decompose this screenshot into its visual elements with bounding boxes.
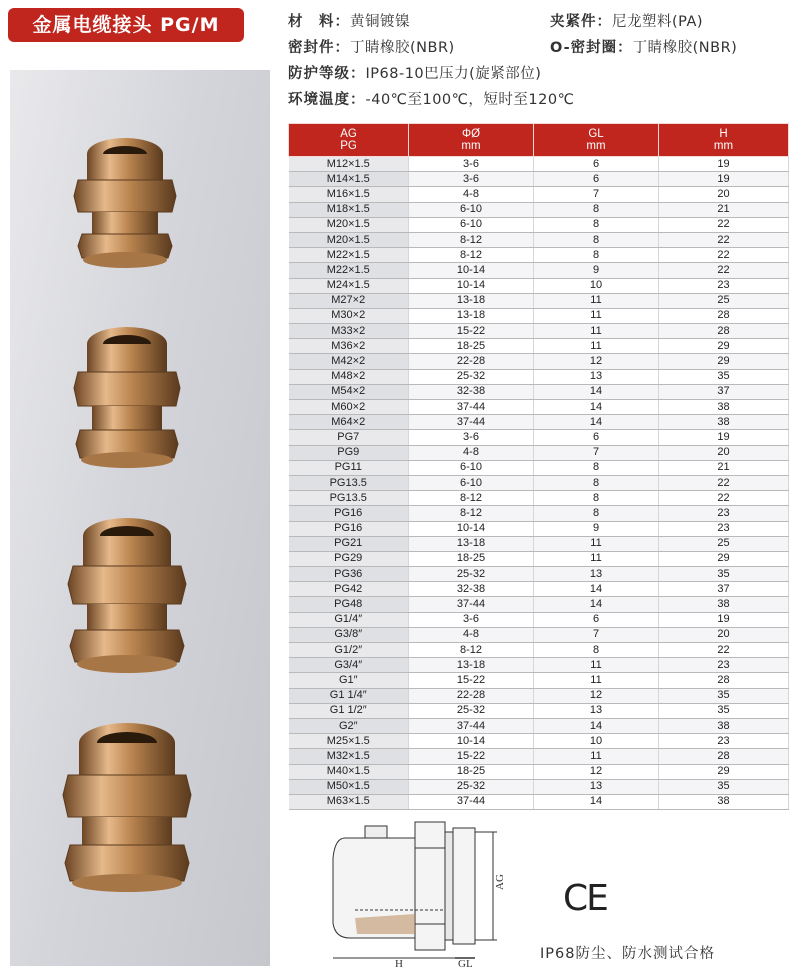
header-h-label: H	[719, 128, 728, 140]
spec-protection	[288, 62, 541, 83]
spec-oring-value: 丁睛橡胶(NBR)	[632, 40, 738, 56]
table-row	[289, 627, 789, 642]
header-cable-range	[409, 124, 534, 157]
cell-cable-range: 32-38	[409, 582, 534, 597]
cell-gl: 11	[534, 324, 659, 339]
cell-h: 28	[659, 324, 789, 339]
cell-cable-range: 13-18	[409, 536, 534, 551]
cell-h: 19	[659, 172, 789, 187]
cell-h: 25	[659, 293, 789, 308]
cell-cable-range: 3-6	[409, 172, 534, 187]
cell-cable-range: 10-14	[409, 521, 534, 536]
cell-h: 22	[659, 643, 789, 658]
table-row	[289, 415, 789, 430]
cell-gl: 12	[534, 354, 659, 369]
cell-h: 22	[659, 475, 789, 490]
cell-cable-range: 6-10	[409, 475, 534, 490]
cell-thread-size: M54×2	[289, 384, 409, 399]
cell-gl: 7	[534, 445, 659, 460]
spec-seal	[288, 36, 455, 57]
cable-gland-image-4	[60, 715, 195, 895]
cell-cable-range: 3-6	[409, 612, 534, 627]
table-row	[289, 308, 789, 323]
table-row	[289, 779, 789, 794]
cell-gl: 13	[534, 703, 659, 718]
certification-text: IP68防尘、防水测试合格	[540, 946, 715, 962]
header-ag-pg	[289, 124, 409, 157]
cell-h: 35	[659, 703, 789, 718]
cell-cable-range: 32-38	[409, 384, 534, 399]
cell-h: 29	[659, 764, 789, 779]
cell-cable-range: 10-14	[409, 278, 534, 293]
cell-thread-size: M22×1.5	[289, 263, 409, 278]
cell-h: 28	[659, 673, 789, 688]
cable-gland-image-3	[65, 510, 190, 675]
cell-thread-size: M12×1.5	[289, 157, 409, 172]
table-row	[289, 430, 789, 445]
cell-cable-range: 37-44	[409, 718, 534, 733]
cell-thread-size: M24×1.5	[289, 278, 409, 293]
cell-cable-range: 37-44	[409, 597, 534, 612]
cell-thread-size: M22×1.5	[289, 248, 409, 263]
cell-thread-size: M33×2	[289, 324, 409, 339]
cell-cable-range: 6-10	[409, 202, 534, 217]
cell-thread-size: M40×1.5	[289, 764, 409, 779]
cell-h: 38	[659, 400, 789, 415]
cell-thread-size: PG11	[289, 460, 409, 475]
table-row	[289, 764, 789, 779]
cell-thread-size: M18×1.5	[289, 202, 409, 217]
cell-h: 35	[659, 688, 789, 703]
cell-h: 35	[659, 567, 789, 582]
table-header-row	[289, 124, 789, 157]
cell-cable-range: 4-8	[409, 445, 534, 460]
cell-h: 22	[659, 263, 789, 278]
cell-gl: 11	[534, 308, 659, 323]
table-row	[289, 400, 789, 415]
table-row	[289, 506, 789, 521]
cell-h: 21	[659, 202, 789, 217]
table-row	[289, 293, 789, 308]
table-row	[289, 202, 789, 217]
cell-gl: 6	[534, 612, 659, 627]
product-photo-panel	[10, 70, 270, 966]
cell-thread-size: PG29	[289, 551, 409, 566]
cell-cable-range: 22-28	[409, 354, 534, 369]
header-diameter-unit: mm	[461, 140, 481, 152]
cell-thread-size: G2″	[289, 718, 409, 733]
cell-gl: 14	[534, 794, 659, 809]
cell-h: 25	[659, 536, 789, 551]
cell-cable-range: 18-25	[409, 764, 534, 779]
cell-cable-range: 25-32	[409, 567, 534, 582]
table-row	[289, 248, 789, 263]
cell-gl: 14	[534, 384, 659, 399]
diagram-label-gl: GL	[458, 958, 473, 968]
cell-cable-range: 22-28	[409, 688, 534, 703]
cell-thread-size: PG48	[289, 597, 409, 612]
cell-cable-range: 8-12	[409, 232, 534, 247]
table-body	[289, 157, 789, 810]
cell-h: 23	[659, 278, 789, 293]
cell-thread-size: PG36	[289, 567, 409, 582]
table-row	[289, 324, 789, 339]
table-row	[289, 263, 789, 278]
cell-cable-range: 13-18	[409, 658, 534, 673]
cell-thread-size: M16×1.5	[289, 187, 409, 202]
cell-cable-range: 37-44	[409, 794, 534, 809]
diagram-label-ag: AG	[494, 874, 506, 890]
cell-gl: 8	[534, 475, 659, 490]
cell-thread-size: M60×2	[289, 400, 409, 415]
table-row	[289, 794, 789, 809]
cell-thread-size: PG21	[289, 536, 409, 551]
cell-cable-range: 25-32	[409, 779, 534, 794]
spec-material	[288, 10, 410, 31]
cable-gland-image-1	[70, 132, 180, 272]
cell-h: 38	[659, 718, 789, 733]
cell-gl: 14	[534, 718, 659, 733]
cell-cable-range: 18-25	[409, 551, 534, 566]
cell-cable-range: 3-6	[409, 430, 534, 445]
cell-gl: 8	[534, 248, 659, 263]
cell-h: 37	[659, 384, 789, 399]
table-row	[289, 354, 789, 369]
spec-protection-label: 防护等级：	[288, 66, 366, 82]
header-h-unit: mm	[713, 140, 734, 152]
cell-gl: 6	[534, 157, 659, 172]
cell-h: 21	[659, 460, 789, 475]
cell-gl: 11	[534, 536, 659, 551]
cell-gl: 7	[534, 627, 659, 642]
cell-h: 38	[659, 415, 789, 430]
spec-protection-value: IP68-10巴压力(旋紧部位)	[365, 66, 542, 82]
cell-thread-size: PG9	[289, 445, 409, 460]
table-row	[289, 384, 789, 399]
cell-gl: 11	[534, 551, 659, 566]
cell-thread-size: M20×1.5	[289, 232, 409, 247]
cell-gl: 12	[534, 688, 659, 703]
table-row	[289, 718, 789, 733]
cell-gl: 13	[534, 567, 659, 582]
cell-thread-size: PG42	[289, 582, 409, 597]
cell-h: 22	[659, 491, 789, 506]
cell-h: 22	[659, 217, 789, 232]
cell-cable-range: 25-32	[409, 369, 534, 384]
cell-gl: 10	[534, 278, 659, 293]
cell-thread-size: M63×1.5	[289, 794, 409, 809]
cell-thread-size: G1/2″	[289, 643, 409, 658]
header-diameter-symbol: ΦØ	[461, 128, 481, 140]
dimension-table-container	[288, 123, 788, 810]
table-row	[289, 460, 789, 475]
ce-mark-icon: CE	[563, 878, 607, 919]
cell-h: 29	[659, 354, 789, 369]
cell-cable-range: 6-10	[409, 460, 534, 475]
cell-thread-size: G1″	[289, 673, 409, 688]
spec-clamp-value: 尼龙塑料(PA)	[612, 14, 704, 30]
header-ag: AG	[340, 128, 357, 140]
cell-gl: 11	[534, 658, 659, 673]
spec-clamp	[550, 10, 703, 31]
cell-h: 23	[659, 734, 789, 749]
cell-cable-range: 10-14	[409, 263, 534, 278]
spec-oring	[550, 36, 737, 57]
cell-cable-range: 8-12	[409, 491, 534, 506]
cell-h: 37	[659, 582, 789, 597]
table-row	[289, 232, 789, 247]
cell-cable-range: 4-8	[409, 187, 534, 202]
table-row	[289, 658, 789, 673]
table-row	[289, 703, 789, 718]
cell-thread-size: M50×1.5	[289, 779, 409, 794]
table-row	[289, 749, 789, 764]
table-row	[289, 278, 789, 293]
table-row	[289, 187, 789, 202]
cell-gl: 11	[534, 339, 659, 354]
cell-cable-range: 6-10	[409, 217, 534, 232]
table-row	[289, 688, 789, 703]
header-h	[659, 124, 789, 157]
cell-cable-range: 10-14	[409, 734, 534, 749]
cell-gl: 6	[534, 430, 659, 445]
cell-gl: 8	[534, 202, 659, 217]
cell-thread-size: G1 1/2″	[289, 703, 409, 718]
cell-h: 29	[659, 339, 789, 354]
cell-gl: 11	[534, 293, 659, 308]
cell-cable-range: 15-22	[409, 324, 534, 339]
dimension-diagram	[315, 818, 530, 968]
cell-h: 23	[659, 506, 789, 521]
cell-cable-range: 25-32	[409, 703, 534, 718]
table-row	[289, 597, 789, 612]
cell-thread-size: PG13.5	[289, 475, 409, 490]
cell-cable-range: 3-6	[409, 157, 534, 172]
cell-h: 19	[659, 430, 789, 445]
cell-gl: 8	[534, 643, 659, 658]
cell-gl: 11	[534, 673, 659, 688]
cell-cable-range: 15-22	[409, 749, 534, 764]
header-gl	[534, 124, 659, 157]
cell-gl: 9	[534, 521, 659, 536]
cell-h: 38	[659, 597, 789, 612]
table-row	[289, 643, 789, 658]
cell-thread-size: M20×1.5	[289, 217, 409, 232]
cell-thread-size: G3/8″	[289, 627, 409, 642]
cell-thread-size: M14×1.5	[289, 172, 409, 187]
cell-thread-size: M64×2	[289, 415, 409, 430]
cell-h: 35	[659, 779, 789, 794]
cell-thread-size: M25×1.5	[289, 734, 409, 749]
cell-thread-size: PG16	[289, 506, 409, 521]
table-row	[289, 475, 789, 490]
spec-temperature-label: 环境温度：	[288, 92, 366, 108]
cell-thread-size: PG7	[289, 430, 409, 445]
cell-gl: 8	[534, 506, 659, 521]
cell-gl: 14	[534, 582, 659, 597]
cell-gl: 11	[534, 749, 659, 764]
cell-cable-range: 13-18	[409, 293, 534, 308]
cell-cable-range: 37-44	[409, 415, 534, 430]
cell-gl: 7	[534, 187, 659, 202]
dimension-table	[288, 123, 789, 810]
cell-gl: 6	[534, 172, 659, 187]
table-row	[289, 551, 789, 566]
header-gl-unit: mm	[586, 140, 606, 152]
cell-gl: 12	[534, 764, 659, 779]
spec-material-label: 材 料：	[288, 14, 350, 30]
spec-oring-label: O-密封圈：	[550, 40, 633, 56]
cell-h: 22	[659, 232, 789, 247]
cell-thread-size: M32×1.5	[289, 749, 409, 764]
cell-h: 20	[659, 445, 789, 460]
table-row	[289, 612, 789, 627]
cell-h: 19	[659, 157, 789, 172]
diagram-label-h: H	[395, 958, 403, 968]
header-gl-label: GL	[588, 128, 604, 140]
cell-cable-range: 18-25	[409, 339, 534, 354]
cell-h: 35	[659, 369, 789, 384]
cell-cable-range: 8-12	[409, 248, 534, 263]
table-row	[289, 217, 789, 232]
cell-gl: 8	[534, 232, 659, 247]
cell-h: 28	[659, 749, 789, 764]
cell-h: 23	[659, 521, 789, 536]
cell-h: 38	[659, 794, 789, 809]
cell-gl: 14	[534, 400, 659, 415]
cell-gl: 13	[534, 779, 659, 794]
cell-thread-size: M27×2	[289, 293, 409, 308]
spec-temperature	[288, 88, 574, 109]
cell-cable-range: 13-18	[409, 308, 534, 323]
cell-gl: 9	[534, 263, 659, 278]
cell-gl: 14	[534, 597, 659, 612]
cell-thread-size: G1 1/4″	[289, 688, 409, 703]
cell-gl: 8	[534, 217, 659, 232]
table-row	[289, 491, 789, 506]
cell-h: 22	[659, 248, 789, 263]
cell-cable-range: 8-12	[409, 643, 534, 658]
spec-seal-label: 密封件：	[288, 40, 350, 56]
cell-h: 29	[659, 551, 789, 566]
cell-thread-size: PG13.5	[289, 491, 409, 506]
page-title: 金属电缆接头 PG/M	[8, 8, 244, 42]
cell-cable-range: 37-44	[409, 400, 534, 415]
table-row	[289, 157, 789, 172]
cell-thread-size: G3/4″	[289, 658, 409, 673]
cell-gl: 8	[534, 491, 659, 506]
table-row	[289, 567, 789, 582]
spec-temperature-value: -40℃至100℃，短时至120℃	[365, 92, 575, 108]
table-row	[289, 582, 789, 597]
cell-gl: 8	[534, 460, 659, 475]
spec-material-value: 黄铜镀镍	[350, 14, 410, 30]
cell-cable-range: 15-22	[409, 673, 534, 688]
cell-cable-range: 8-12	[409, 506, 534, 521]
cell-thread-size: G1/4″	[289, 612, 409, 627]
cell-thread-size: M30×2	[289, 308, 409, 323]
cell-h: 20	[659, 187, 789, 202]
spec-seal-value: 丁睛橡胶(NBR)	[350, 40, 455, 56]
cell-gl: 10	[534, 734, 659, 749]
cell-thread-size: PG16	[289, 521, 409, 536]
cell-gl: 13	[534, 369, 659, 384]
table-row	[289, 445, 789, 460]
table-row	[289, 536, 789, 551]
cell-thread-size: M36×2	[289, 339, 409, 354]
cell-h: 23	[659, 658, 789, 673]
cable-gland-image-2	[70, 320, 185, 470]
cell-h: 28	[659, 308, 789, 323]
cell-gl: 14	[534, 415, 659, 430]
table-row	[289, 673, 789, 688]
cell-cable-range: 4-8	[409, 627, 534, 642]
cell-h: 19	[659, 612, 789, 627]
cell-h: 20	[659, 627, 789, 642]
cell-thread-size: M48×2	[289, 369, 409, 384]
spec-clamp-label: 夹紧件：	[550, 14, 612, 30]
table-row	[289, 172, 789, 187]
cell-thread-size: M42×2	[289, 354, 409, 369]
header-pg: PG	[340, 140, 357, 152]
table-row	[289, 369, 789, 384]
table-row	[289, 734, 789, 749]
table-row	[289, 339, 789, 354]
table-row	[289, 521, 789, 536]
